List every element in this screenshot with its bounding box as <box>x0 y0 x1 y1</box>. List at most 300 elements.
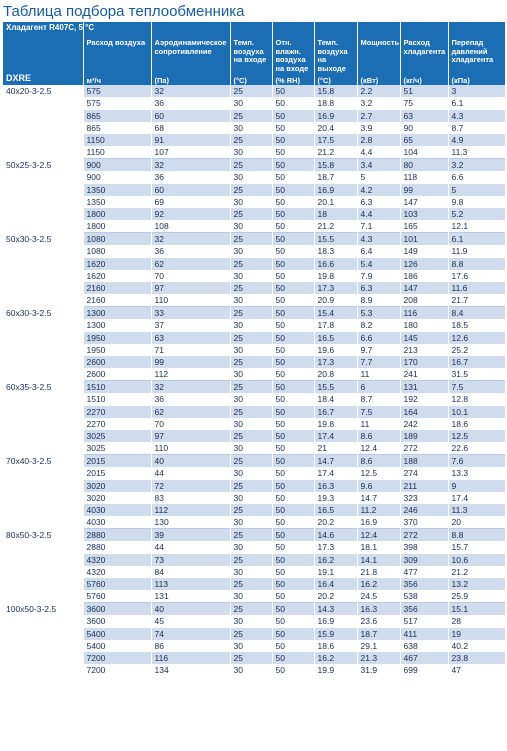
table-cell: 25 <box>230 554 272 566</box>
table-cell: 8.9 <box>357 294 400 307</box>
table-body <box>3 85 505 677</box>
table-cell: 20.4 <box>314 122 357 134</box>
table-cell: 30 <box>230 492 272 504</box>
model-cell <box>3 282 83 294</box>
table-cell: 50 <box>272 406 314 418</box>
table-row <box>3 258 505 270</box>
table-cell: 4.9 <box>448 134 505 146</box>
table-cell: 7200 <box>83 652 151 664</box>
table-cell: 30 <box>230 418 272 430</box>
table-cell: 575 <box>83 97 151 109</box>
table-cell: 15.7 <box>448 541 505 553</box>
table-cell: 5 <box>357 171 400 183</box>
table-cell: 1350 <box>83 196 151 208</box>
table-row <box>3 196 505 208</box>
model-cell <box>3 652 83 664</box>
table-cell: 23.8 <box>448 652 505 664</box>
model-cell <box>3 344 83 356</box>
table-cell: 7.5 <box>357 406 400 418</box>
table-row <box>3 220 505 233</box>
table-cell: 72 <box>151 480 230 492</box>
table-cell: 63 <box>151 332 230 344</box>
table-row <box>3 418 505 430</box>
table-cell: 50 <box>272 590 314 603</box>
table-cell: 30 <box>230 368 272 381</box>
table-cell: 92 <box>151 208 230 220</box>
table-cell: 180 <box>400 319 448 331</box>
table-cell: 17.4 <box>314 430 357 442</box>
table-row <box>3 541 505 553</box>
model-cell <box>3 492 83 504</box>
table-cell: 8.7 <box>448 122 505 134</box>
table-cell: 97 <box>151 282 230 294</box>
table-cell: 1300 <box>83 307 151 320</box>
table-cell: 517 <box>400 615 448 627</box>
table-row <box>3 381 505 394</box>
table-cell: 17.6 <box>448 270 505 282</box>
table-cell: 30 <box>230 146 272 159</box>
table-cell: 63 <box>400 110 448 122</box>
table-row <box>3 516 505 529</box>
table-cell: 9.6 <box>357 480 400 492</box>
table-cell: 370 <box>400 516 448 529</box>
table-cell: 36 <box>151 393 230 405</box>
table-cell: 2600 <box>83 356 151 368</box>
column-header-outlet-temp: Темп. воздуха на выходе (°C) <box>314 22 357 85</box>
table-cell: 18.6 <box>448 418 505 430</box>
table-cell: 6.1 <box>448 97 505 109</box>
table-cell: 7200 <box>83 664 151 676</box>
table-cell: 9.8 <box>448 196 505 208</box>
table-cell: 15.9 <box>314 628 357 640</box>
column-header-inlet-temp: Темп. воздуха на входе (°C) <box>230 22 272 85</box>
table-cell: 32 <box>151 159 230 172</box>
model-cell <box>3 184 83 196</box>
table-cell: 36 <box>151 171 230 183</box>
table-cell: 15.4 <box>314 307 357 320</box>
table-cell: 192 <box>400 393 448 405</box>
table-cell: 30 <box>230 245 272 257</box>
table-cell: 50 <box>272 430 314 442</box>
model-cell <box>3 319 83 331</box>
table-cell: 50 <box>272 652 314 664</box>
table-cell: 12.5 <box>357 467 400 479</box>
table-cell: 8.2 <box>357 319 400 331</box>
table-cell: 104 <box>400 146 448 159</box>
table-header-row <box>3 22 505 85</box>
table-cell: 20.2 <box>314 516 357 529</box>
table-cell: 74 <box>151 628 230 640</box>
table-cell: 134 <box>151 664 230 676</box>
table-cell: 18.8 <box>314 97 357 109</box>
table-cell: 50 <box>272 319 314 331</box>
table-cell: 16.2 <box>357 578 400 590</box>
table-cell: 20 <box>448 516 505 529</box>
table-cell: 3.9 <box>357 122 400 134</box>
table-cell: 25 <box>230 307 272 320</box>
table-cell: 101 <box>400 233 448 246</box>
table-row <box>3 110 505 122</box>
table-cell: 25 <box>230 208 272 220</box>
table-cell: 8.6 <box>357 430 400 442</box>
model-cell <box>3 664 83 676</box>
table-cell: 50 <box>272 381 314 394</box>
table-cell: 19.8 <box>314 418 357 430</box>
table-cell: 477 <box>400 566 448 578</box>
table-row <box>3 159 505 172</box>
model-cell <box>3 566 83 578</box>
table-cell: 18.6 <box>314 640 357 652</box>
model-cell <box>3 516 83 529</box>
table-cell: 21.3 <box>357 652 400 664</box>
table-cell: 241 <box>400 368 448 381</box>
table-cell: 31.5 <box>448 368 505 381</box>
table-cell: 20.8 <box>314 368 357 381</box>
table-cell: 4030 <box>83 516 151 529</box>
table-cell: 165 <box>400 220 448 233</box>
table-cell: 11.2 <box>357 504 400 516</box>
table-cell: 4.3 <box>357 233 400 246</box>
model-column-header <box>3 22 95 85</box>
table-row <box>3 97 505 109</box>
table-cell: 16.7 <box>314 406 357 418</box>
table-row <box>3 590 505 603</box>
table-cell: 15.8 <box>314 85 357 97</box>
table-cell: 50 <box>272 480 314 492</box>
table-row <box>3 294 505 307</box>
table-cell: 2270 <box>83 418 151 430</box>
table-cell: 25 <box>230 652 272 664</box>
table-cell: 900 <box>83 159 151 172</box>
table-cell: 15.5 <box>314 233 357 246</box>
table-cell: 19.6 <box>314 344 357 356</box>
table-cell: 14.7 <box>357 492 400 504</box>
table-cell: 21 <box>314 442 357 455</box>
table-cell: 50 <box>272 122 314 134</box>
table-cell: 28 <box>448 615 505 627</box>
table-cell: 25 <box>230 455 272 468</box>
table-cell: 1950 <box>83 344 151 356</box>
table-cell: 50 <box>272 110 314 122</box>
table-cell: 208 <box>400 294 448 307</box>
table-cell: 99 <box>151 356 230 368</box>
table-cell: 51 <box>400 85 448 97</box>
table-cell: 50 <box>272 664 314 676</box>
table-cell: 356 <box>400 578 448 590</box>
table-cell: 19.1 <box>314 566 357 578</box>
table-cell: 19.8 <box>314 270 357 282</box>
table-cell: 21.2 <box>448 566 505 578</box>
table-cell: 149 <box>400 245 448 257</box>
table-cell: 30 <box>230 393 272 405</box>
table-cell: 638 <box>400 640 448 652</box>
table-cell: 23.6 <box>357 615 400 627</box>
table-cell: 575 <box>83 85 151 97</box>
table-cell: 16.2 <box>314 554 357 566</box>
table-cell: 50 <box>272 578 314 590</box>
table-cell: 2600 <box>83 368 151 381</box>
table-cell: 16.3 <box>314 480 357 492</box>
table-cell: 4320 <box>83 554 151 566</box>
table-cell: 25.2 <box>448 344 505 356</box>
table-cell: 116 <box>400 307 448 320</box>
table-cell: 5760 <box>83 578 151 590</box>
table-cell: 24.5 <box>357 590 400 603</box>
table-cell: 25 <box>230 430 272 442</box>
table-cell: 131 <box>400 381 448 394</box>
table-cell: 16.3 <box>357 603 400 616</box>
table-cell: 16.2 <box>314 652 357 664</box>
table-cell: 189 <box>400 430 448 442</box>
table-cell: 18.5 <box>448 319 505 331</box>
table-cell: 25 <box>230 282 272 294</box>
table-cell: 242 <box>400 418 448 430</box>
table-cell: 865 <box>83 122 151 134</box>
model-cell <box>3 146 83 159</box>
table-cell: 30 <box>230 220 272 233</box>
table-cell: 25 <box>230 603 272 616</box>
table-cell: 110 <box>151 442 230 455</box>
table-cell: 12.5 <box>448 430 505 442</box>
table-cell: 186 <box>400 270 448 282</box>
table-cell: 60 <box>151 110 230 122</box>
table-cell: 16.9 <box>314 110 357 122</box>
table-cell: 30 <box>230 294 272 307</box>
table-cell: 8.8 <box>448 529 505 542</box>
table-cell: 30 <box>230 590 272 603</box>
table-cell: 9 <box>448 480 505 492</box>
table-cell: 30 <box>230 442 272 455</box>
table-cell: 17.5 <box>314 134 357 146</box>
table-cell: 21.2 <box>314 146 357 159</box>
table-cell: 75 <box>400 97 448 109</box>
table-cell: 7.7 <box>357 356 400 368</box>
table-cell: 25 <box>230 381 272 394</box>
table-cell: 3600 <box>83 603 151 616</box>
table-cell: 25 <box>230 628 272 640</box>
table-cell: 50 <box>272 233 314 246</box>
table-row <box>3 233 505 246</box>
table-cell: 2015 <box>83 455 151 468</box>
table-cell: 1620 <box>83 258 151 270</box>
table-cell: 14.1 <box>357 554 400 566</box>
table-cell: 14.3 <box>314 603 357 616</box>
model-cell <box>3 368 83 381</box>
table-cell: 18.4 <box>314 393 357 405</box>
table-cell: 4320 <box>83 566 151 578</box>
table-row <box>3 171 505 183</box>
model-cell <box>3 578 83 590</box>
table-cell: 16.5 <box>314 504 357 516</box>
table-cell: 30 <box>230 122 272 134</box>
table-cell: 356 <box>400 603 448 616</box>
table-cell: 9.7 <box>357 344 400 356</box>
table-cell: 6.4 <box>357 245 400 257</box>
model-cell <box>3 356 83 368</box>
table-cell: 7.5 <box>448 381 505 394</box>
table-cell: 25 <box>230 233 272 246</box>
table-cell: 147 <box>400 282 448 294</box>
table-cell: 80 <box>400 159 448 172</box>
table-cell: 50 <box>272 356 314 368</box>
table-cell: 30 <box>230 541 272 553</box>
table-cell: 126 <box>400 258 448 270</box>
model-cell <box>3 640 83 652</box>
table-cell: 60 <box>151 184 230 196</box>
table-cell: 246 <box>400 504 448 516</box>
model-cell <box>3 430 83 442</box>
table-cell: 11 <box>357 368 400 381</box>
table-cell: 40 <box>151 455 230 468</box>
table-cell: 2160 <box>83 282 151 294</box>
table-row <box>3 455 505 468</box>
table-cell: 467 <box>400 652 448 664</box>
table-cell: 18.1 <box>357 541 400 553</box>
table-row <box>3 332 505 344</box>
table-cell: 30 <box>230 566 272 578</box>
table-cell: 5 <box>448 184 505 196</box>
table-cell: 25 <box>230 504 272 516</box>
table-cell: 50 <box>272 455 314 468</box>
table-cell: 1800 <box>83 220 151 233</box>
table-cell: 50 <box>272 541 314 553</box>
table-cell: 3020 <box>83 492 151 504</box>
table-cell: 108 <box>151 220 230 233</box>
table-cell: 17.4 <box>448 492 505 504</box>
table-row <box>3 282 505 294</box>
model-cell <box>3 590 83 603</box>
table-cell: 50 <box>272 368 314 381</box>
table-cell: 30 <box>230 467 272 479</box>
table-cell: 8.6 <box>357 455 400 468</box>
table-cell: 50 <box>272 332 314 344</box>
model-cell: 50x30-3-2.5 <box>3 233 83 246</box>
table-cell: 3.4 <box>357 159 400 172</box>
table-cell: 30 <box>230 615 272 627</box>
table-cell: 211 <box>400 480 448 492</box>
table-cell: 30 <box>230 319 272 331</box>
model-cell <box>3 208 83 220</box>
table-cell: 12.6 <box>448 332 505 344</box>
table-cell: 33 <box>151 307 230 320</box>
table-cell: 50 <box>272 270 314 282</box>
table-cell: 1150 <box>83 134 151 146</box>
table-cell: 12.4 <box>357 442 400 455</box>
table-cell: 2015 <box>83 467 151 479</box>
table-cell: 50 <box>272 640 314 652</box>
table-cell: 116 <box>151 652 230 664</box>
refrigerant-label: Хладагент R407C, 5 °C <box>6 23 95 32</box>
model-cell <box>3 615 83 627</box>
heat-exchanger-selection-table <box>3 22 505 677</box>
table-cell: 30 <box>230 270 272 282</box>
table-cell: 11.9 <box>448 245 505 257</box>
model-cell <box>3 134 83 146</box>
table-row <box>3 430 505 442</box>
model-cell <box>3 258 83 270</box>
table-cell: 50 <box>272 85 314 97</box>
table-cell: 68 <box>151 122 230 134</box>
table-cell: 6.3 <box>357 196 400 208</box>
table-cell: 1620 <box>83 270 151 282</box>
table-cell: 323 <box>400 492 448 504</box>
table-row <box>3 578 505 590</box>
table-cell: 8.7 <box>357 393 400 405</box>
model-cell <box>3 294 83 307</box>
table-cell: 1080 <box>83 233 151 246</box>
table-cell: 6.1 <box>448 233 505 246</box>
table-row <box>3 640 505 652</box>
table-row <box>3 85 505 97</box>
table-cell: 20.9 <box>314 294 357 307</box>
table-cell: 3025 <box>83 442 151 455</box>
model-cell <box>3 406 83 418</box>
table-cell: 538 <box>400 590 448 603</box>
table-cell: 50 <box>272 566 314 578</box>
table-cell: 30 <box>230 97 272 109</box>
table-cell: 40 <box>151 603 230 616</box>
table-cell: 4.4 <box>357 146 400 159</box>
table-cell: 32 <box>151 233 230 246</box>
model-cell <box>3 110 83 122</box>
table-cell: 65 <box>400 134 448 146</box>
table-row <box>3 319 505 331</box>
table-cell: 16.9 <box>314 184 357 196</box>
table-cell: 19 <box>448 628 505 640</box>
table-row <box>3 368 505 381</box>
table-cell: 50 <box>272 159 314 172</box>
model-cell <box>3 504 83 516</box>
table-cell: 6.6 <box>448 171 505 183</box>
table-row <box>3 122 505 134</box>
table-cell: 90 <box>400 122 448 134</box>
table-cell: 16.5 <box>314 332 357 344</box>
table-row <box>3 184 505 196</box>
column-header-power: Мощность (кВт) <box>357 22 400 85</box>
table-cell: 5400 <box>83 640 151 652</box>
table-cell: 50 <box>272 393 314 405</box>
table-cell: 84 <box>151 566 230 578</box>
table-cell: 1150 <box>83 146 151 159</box>
table-cell: 8.4 <box>448 307 505 320</box>
table-cell: 14.6 <box>314 529 357 542</box>
table-cell: 11.3 <box>448 146 505 159</box>
model-cell: 50x25-3-2.5 <box>3 159 83 172</box>
table-row <box>3 406 505 418</box>
table-cell: 86 <box>151 640 230 652</box>
table-cell: 71 <box>151 344 230 356</box>
table-cell: 73 <box>151 554 230 566</box>
table-cell: 44 <box>151 467 230 479</box>
column-header-airflow: Расход воздуха м³/ч <box>83 22 151 85</box>
table-cell: 25 <box>230 85 272 97</box>
model-cell <box>3 418 83 430</box>
table-cell: 50 <box>272 294 314 307</box>
table-row <box>3 492 505 504</box>
model-cell <box>3 270 83 282</box>
table-row <box>3 245 505 257</box>
table-row <box>3 393 505 405</box>
table-cell: 1350 <box>83 184 151 196</box>
table-cell: 145 <box>400 332 448 344</box>
table-cell: 50 <box>272 282 314 294</box>
table-row <box>3 480 505 492</box>
table-cell: 30 <box>230 344 272 356</box>
table-cell: 2880 <box>83 541 151 553</box>
table-cell: 99 <box>400 184 448 196</box>
table-cell: 16.9 <box>314 615 357 627</box>
table-row <box>3 504 505 516</box>
